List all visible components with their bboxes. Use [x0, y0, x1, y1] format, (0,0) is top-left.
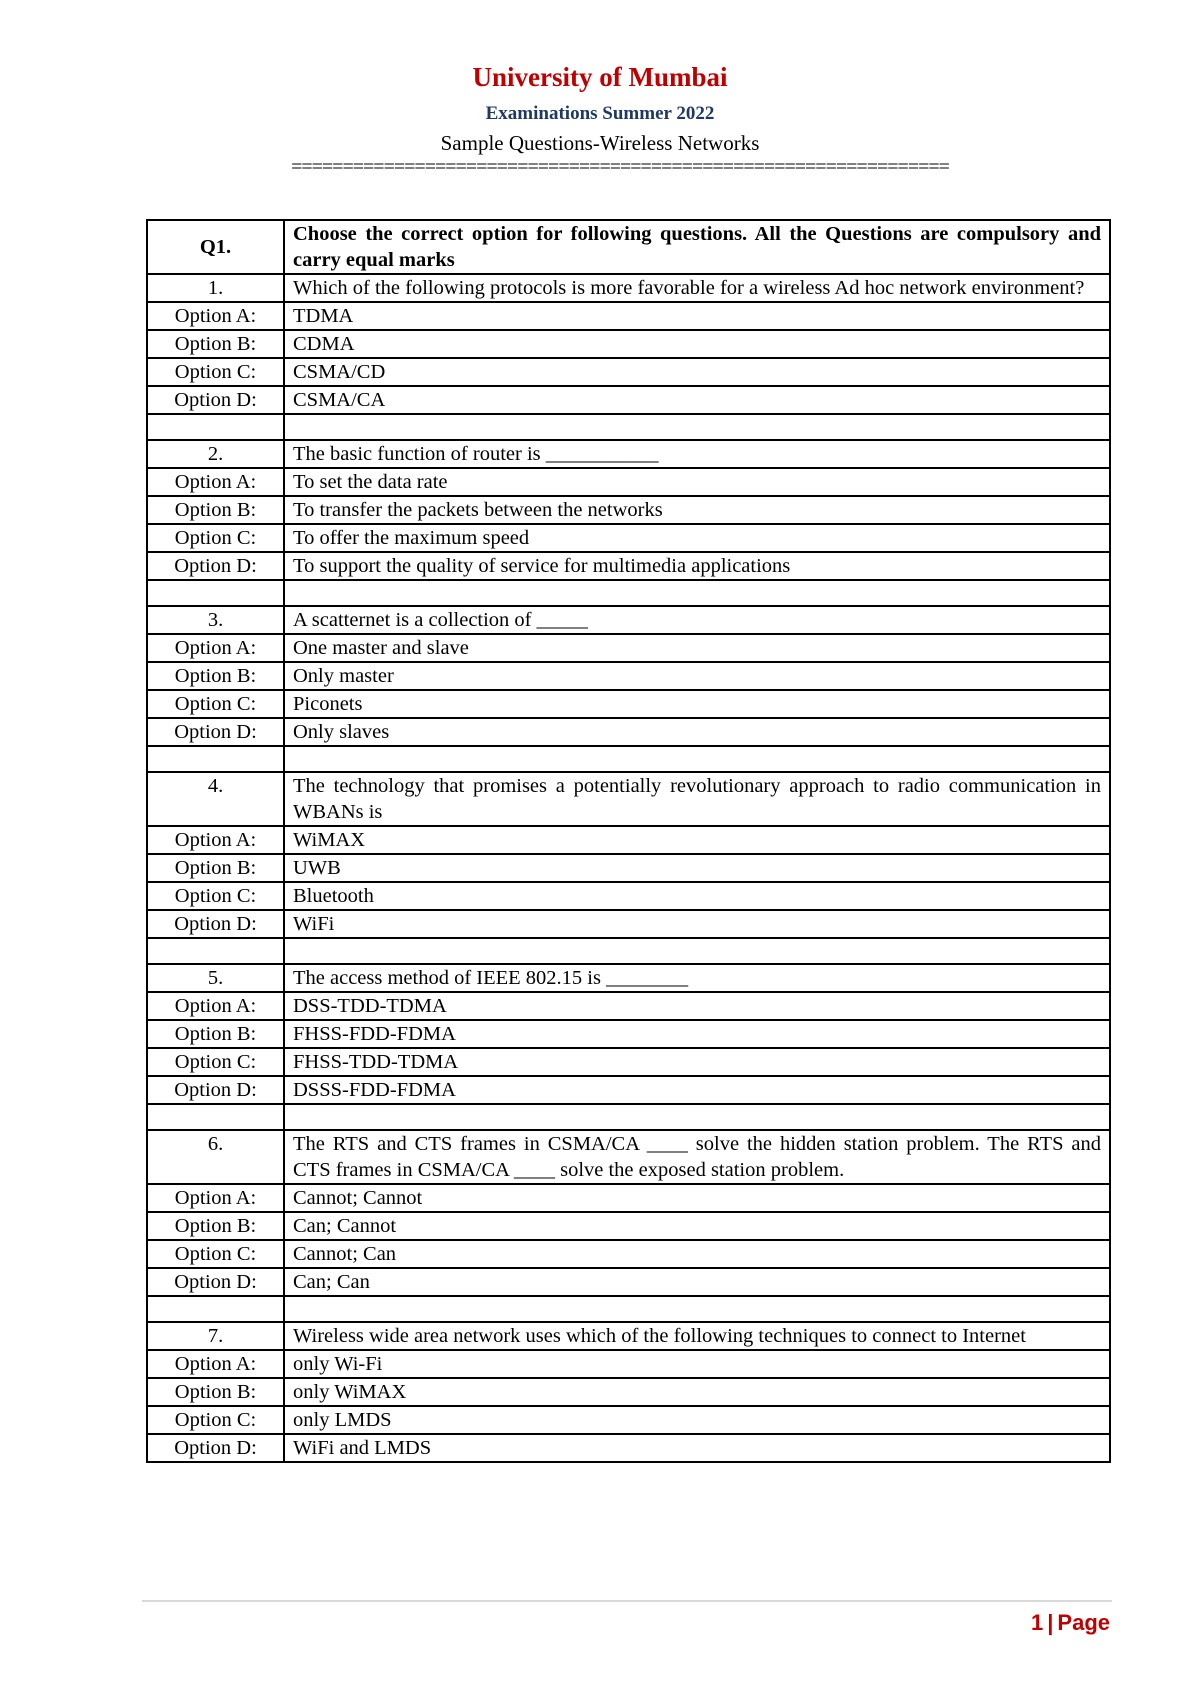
option-label: Option C: [147, 690, 284, 718]
spacer-cell [284, 580, 1110, 606]
option-text: Bluetooth [284, 882, 1110, 910]
option-row [147, 718, 1110, 746]
option-row [147, 662, 1110, 690]
option-row [147, 634, 1110, 662]
page-number-value: 1 [1031, 1610, 1044, 1635]
option-row [147, 358, 1110, 386]
question-number: 6. [147, 1130, 284, 1184]
option-text: Can; Can [284, 1268, 1110, 1296]
exam-title: Examinations Summer 2022 [485, 103, 715, 124]
option-label: Option C: [147, 1048, 284, 1076]
header-label: Q1. [147, 220, 284, 274]
question-text: The RTS and CTS frames in CSMA/CA ____ solve the hidden station problem. The RTS and CTS frames in CSMA/CA ____ solve the exposed station problem. [284, 1130, 1110, 1184]
spacer-cell [147, 938, 284, 964]
question-number: 4. [147, 772, 284, 826]
option-text: DSS-TDD-TDMA [284, 992, 1110, 1020]
question-text: Which of the following protocols is more favorable for a wireless Ad hoc network environment? [284, 274, 1110, 302]
question-number: 5. [147, 964, 284, 992]
option-label: Option C: [147, 882, 284, 910]
option-row [147, 1350, 1110, 1378]
option-text: CSMA/CD [284, 358, 1110, 386]
option-text: only Wi-Fi [284, 1350, 1110, 1378]
option-label: Option D: [147, 552, 284, 580]
option-label: Option A: [147, 468, 284, 496]
option-row [147, 1268, 1110, 1296]
footer-divider [142, 1600, 1112, 1602]
page-number [1031, 1610, 1110, 1636]
option-label: Option C: [147, 524, 284, 552]
option-row [147, 1184, 1110, 1212]
question-number: 7. [147, 1322, 284, 1350]
option-row [147, 1212, 1110, 1240]
option-label: Option A: [147, 1184, 284, 1212]
subject-title: Sample Questions-Wireless Networks [440, 131, 760, 155]
option-text: WiMAX [284, 826, 1110, 854]
spacer-cell [284, 746, 1110, 772]
question-row [147, 1322, 1110, 1350]
option-label: Option B: [147, 496, 284, 524]
option-text: Can; Cannot [284, 1212, 1110, 1240]
option-label: Option B: [147, 1378, 284, 1406]
option-text: only WiMAX [284, 1378, 1110, 1406]
option-text: WiFi [284, 910, 1110, 938]
option-text: DSSS-FDD-FDMA [284, 1076, 1110, 1104]
spacer-cell [147, 1296, 284, 1322]
option-label: Option B: [147, 1020, 284, 1048]
option-text: UWB [284, 854, 1110, 882]
option-row [147, 1434, 1110, 1462]
option-text: To transfer the packets between the networks [284, 496, 1110, 524]
header-rule: ================================================================ [291, 156, 949, 178]
option-row [147, 468, 1110, 496]
question-text: The technology that promises a potentially revolutionary approach to radio communication in WBANs is [284, 772, 1110, 826]
option-text: FHSS-FDD-FDMA [284, 1020, 1110, 1048]
option-label: Option D: [147, 1268, 284, 1296]
spacer-cell [284, 1104, 1110, 1130]
option-label: Option D: [147, 1076, 284, 1104]
option-label: Option B: [147, 854, 284, 882]
option-row [147, 690, 1110, 718]
spacer-row [147, 938, 1110, 964]
option-row [147, 992, 1110, 1020]
option-label: Option B: [147, 1212, 284, 1240]
question-row [147, 606, 1110, 634]
header-instructions: Choose the correct option for following questions. All the Questions are compulsory and carry equal marks [284, 220, 1110, 274]
question-text: A scatternet is a collection of _____ [284, 606, 1110, 634]
question-text: Wireless wide area network uses which of the following techniques to connect to Internet [284, 1322, 1110, 1350]
option-text: only LMDS [284, 1406, 1110, 1434]
spacer-row [147, 746, 1110, 772]
question-text: The access method of IEEE 802.15 is ________ [284, 964, 1110, 992]
question-text: The basic function of router is ___________ [284, 440, 1110, 468]
question-row [147, 1130, 1110, 1184]
spacer-cell [284, 938, 1110, 964]
option-label: Option D: [147, 718, 284, 746]
option-label: Option D: [147, 386, 284, 414]
option-label: Option A: [147, 826, 284, 854]
option-row [147, 910, 1110, 938]
option-text: To offer the maximum speed [284, 524, 1110, 552]
option-label: Option B: [147, 662, 284, 690]
option-label: Option A: [147, 302, 284, 330]
spacer-cell [284, 414, 1110, 440]
question-table-body [147, 220, 1110, 1462]
option-label: Option C: [147, 358, 284, 386]
option-row [147, 496, 1110, 524]
option-label: Option A: [147, 992, 284, 1020]
option-row [147, 552, 1110, 580]
option-label: Option A: [147, 634, 284, 662]
option-text: CDMA [284, 330, 1110, 358]
option-text: Only slaves [284, 718, 1110, 746]
question-number: 1. [147, 274, 284, 302]
option-text: One master and slave [284, 634, 1110, 662]
option-row [147, 1406, 1110, 1434]
option-text: Only master [284, 662, 1110, 690]
spacer-row [147, 580, 1110, 606]
spacer-row [147, 414, 1110, 440]
option-text: FHSS-TDD-TDMA [284, 1048, 1110, 1076]
question-number: 3. [147, 606, 284, 634]
option-label: Option D: [147, 1434, 284, 1462]
question-table [146, 219, 1111, 1463]
option-text: Cannot; Cannot [284, 1184, 1110, 1212]
page-label: Page [1057, 1610, 1110, 1635]
option-label: Option C: [147, 1240, 284, 1268]
option-text: To support the quality of service for multimedia applications [284, 552, 1110, 580]
option-row [147, 1048, 1110, 1076]
option-text: Cannot; Can [284, 1240, 1110, 1268]
option-row [147, 330, 1110, 358]
option-row [147, 386, 1110, 414]
option-row [147, 882, 1110, 910]
spacer-cell [147, 414, 284, 440]
spacer-cell [147, 1104, 284, 1130]
question-number: 2. [147, 440, 284, 468]
option-text: WiFi and LMDS [284, 1434, 1110, 1462]
option-row [147, 524, 1110, 552]
table-header-row [147, 220, 1110, 274]
option-label: Option D: [147, 910, 284, 938]
option-text: To set the data rate [284, 468, 1110, 496]
option-label: Option A: [147, 1350, 284, 1378]
option-row [147, 1076, 1110, 1104]
university-title: University of Mumbai [472, 62, 728, 92]
option-row [147, 1378, 1110, 1406]
question-row [147, 440, 1110, 468]
option-row [147, 1020, 1110, 1048]
page-separator: | [1047, 1610, 1054, 1635]
spacer-row [147, 1296, 1110, 1322]
option-row [147, 854, 1110, 882]
question-row [147, 772, 1110, 826]
question-row [147, 964, 1110, 992]
spacer-cell [147, 746, 284, 772]
option-row [147, 826, 1110, 854]
option-text: CSMA/CA [284, 386, 1110, 414]
spacer-cell [147, 580, 284, 606]
option-row [147, 1240, 1110, 1268]
question-row [147, 274, 1110, 302]
spacer-cell [284, 1296, 1110, 1322]
option-text: TDMA [284, 302, 1110, 330]
option-row [147, 302, 1110, 330]
option-label: Option C: [147, 1406, 284, 1434]
spacer-row [147, 1104, 1110, 1130]
option-label: Option B: [147, 330, 284, 358]
option-text: Piconets [284, 690, 1110, 718]
